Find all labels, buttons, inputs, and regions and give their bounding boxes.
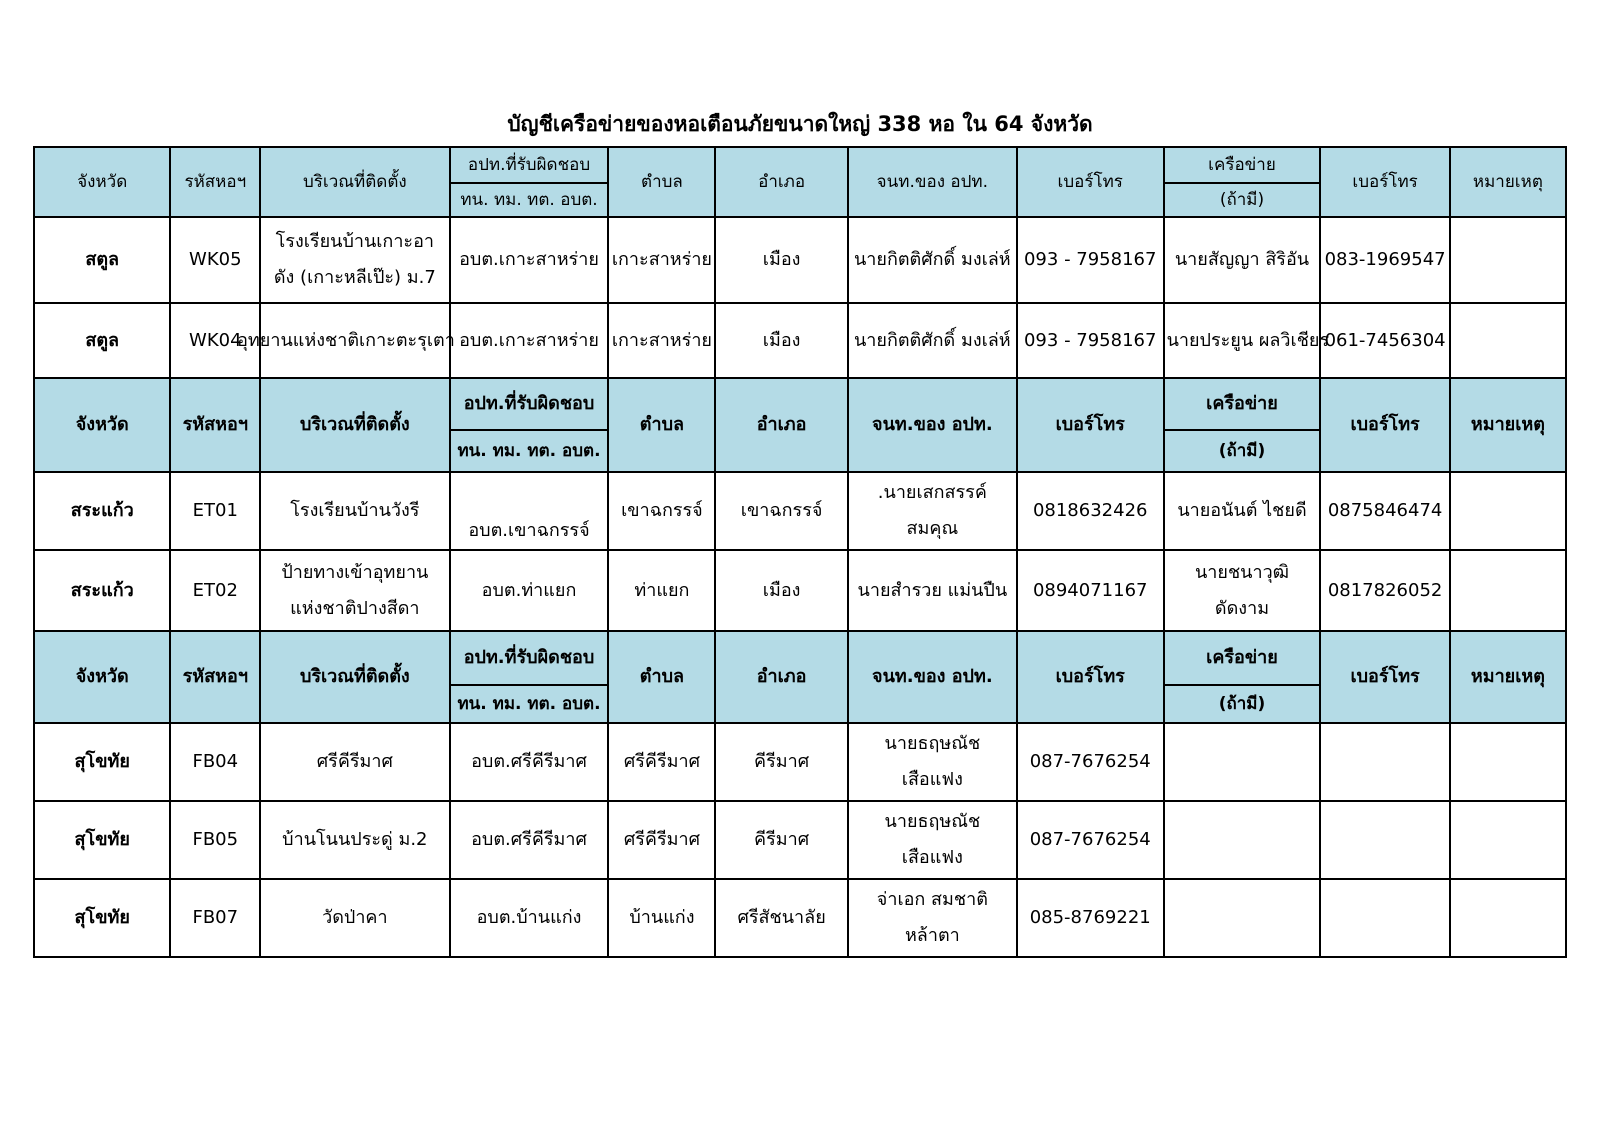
location-line: อุทยานแห่งชาติเกาะตะรุเตา	[237, 329, 455, 351]
subdistrict-cell: ท่าแยก	[608, 550, 715, 631]
network-phone-cell: 0817826052	[1320, 550, 1449, 631]
header-officer: จนท.ของ อปท.	[848, 147, 1017, 217]
province-cell: สตูล	[34, 303, 170, 378]
document-title: บัญชีเครือข่ายของหอเตือนภัยขนาดใหญ่ 338 หอ ใน 64 จังหวัด	[507, 112, 1093, 136]
officer-line: .นายเสกสรรค์	[877, 482, 987, 503]
remark-cell	[1450, 801, 1566, 879]
header-location: บริเวณที่ติดตั้ง	[260, 147, 449, 217]
officer-line: เสือแฟง	[901, 769, 963, 790]
remark-cell	[1450, 723, 1566, 801]
table-row	[34, 550, 1566, 631]
header-location: บริเวณที่ติดตั้ง	[260, 378, 449, 472]
location-line: โรงเรียนบ้านเกาะอา	[275, 231, 435, 252]
header-network: เครือข่าย	[1164, 147, 1321, 183]
location-cell	[260, 217, 449, 303]
lao-cell: อบต.เกาะสาหร่าย	[450, 217, 609, 303]
district-cell: คีรีมาศ	[715, 801, 847, 879]
table-row	[34, 879, 1566, 957]
header-lao: อปท.ที่รับผิดชอบ	[450, 147, 609, 183]
officer-cell: นายสำรวย แม่นปืน	[848, 550, 1017, 631]
subdistrict-cell: ศรีคีรีมาศ	[608, 723, 715, 801]
officer-line: เสือแฟง	[901, 847, 963, 868]
officer-line: จ่าเอก สมชาติ	[876, 889, 988, 910]
district-cell: เมือง	[715, 550, 847, 631]
network-cell	[1164, 550, 1321, 631]
officer-line: นายธฤษณัช	[884, 811, 981, 832]
header-remark: หมายเหตุ	[1450, 378, 1566, 472]
header-location: บริเวณที่ติดตั้ง	[260, 631, 449, 723]
tower-code-cell: FB04	[170, 723, 260, 801]
district-cell: เมือง	[715, 217, 847, 303]
header-lao-types: ทน. ทม. ทต. อบต.	[450, 183, 609, 217]
remark-cell	[1450, 217, 1566, 303]
header-province: จังหวัด	[34, 378, 170, 472]
phone-cell: 0894071167	[1017, 550, 1164, 631]
header-officer: จนท.ของ อปท.	[848, 378, 1017, 472]
header-district: อำเภอ	[715, 378, 847, 472]
subdistrict-cell: เกาะสาหร่าย	[608, 217, 715, 303]
location-cell	[260, 550, 449, 631]
lao-cell: อบต.เกาะสาหร่าย	[450, 303, 609, 378]
header-lao: อปท.ที่รับผิดชอบ	[450, 378, 609, 430]
officer-cell	[848, 801, 1017, 879]
header-district: อำเภอ	[715, 631, 847, 723]
remark-cell	[1450, 550, 1566, 631]
header-province: จังหวัด	[34, 147, 170, 217]
officer-cell	[848, 472, 1017, 550]
table-row	[34, 303, 1566, 378]
location-cell	[237, 303, 455, 378]
subdistrict-cell: เขาฉกรรจ์	[608, 472, 715, 550]
officer-line: นายธฤษณัช	[884, 733, 981, 754]
phone-cell: 0818632426	[1017, 472, 1164, 550]
header-tower-code: รหัสหอฯ	[170, 631, 260, 723]
province-cell: สระแก้ว	[34, 472, 170, 550]
header-network-phone: เบอร์โทร	[1320, 147, 1449, 217]
remark-cell	[1450, 472, 1566, 550]
phone-cell: 087-7676254	[1017, 801, 1164, 879]
network-phone-cell	[1320, 879, 1449, 957]
district-cell: เขาฉกรรจ์	[715, 472, 847, 550]
province-cell: สตูล	[34, 217, 170, 303]
phone-cell: 087-7676254	[1017, 723, 1164, 801]
header-phone: เบอร์โทร	[1017, 378, 1164, 472]
network-cell: นายอนันต์ ไชยดี	[1164, 472, 1321, 550]
district-cell: คีรีมาศ	[715, 723, 847, 801]
lao-cell: อบต.ศรีคีรีมาศ	[450, 723, 609, 801]
header-subdistrict: ตำบล	[608, 631, 715, 723]
network-line: ดัดงาม	[1214, 597, 1270, 619]
location-line: ป้ายทางเข้าอุทยาน	[281, 561, 429, 583]
header-network-sub: (ถ้ามี)	[1164, 685, 1321, 723]
warning-tower-network-table	[33, 146, 1567, 958]
network-cell	[1164, 879, 1321, 957]
remark-cell	[1450, 879, 1566, 957]
officer-line: หล้าตา	[904, 925, 960, 946]
header-tower-code: รหัสหอฯ	[170, 147, 260, 217]
phone-cell: 093 - 7958167	[1017, 217, 1164, 303]
tower-code-cell: FB07	[170, 879, 260, 957]
table-header-row	[34, 378, 1566, 430]
table-row	[34, 801, 1566, 879]
district-cell: ศรีสัชนาลัย	[715, 879, 847, 957]
network-phone-cell: 061-7456304	[1320, 303, 1449, 378]
header-network-sub: (ถ้ามี)	[1164, 430, 1321, 472]
header-remark: หมายเหตุ	[1450, 147, 1566, 217]
table-row	[34, 217, 1566, 303]
location-cell: ศรีคีรีมาศ	[260, 723, 449, 801]
tower-code-cell: WK04	[170, 303, 260, 378]
header-network-sub: (ถ้ามี)	[1164, 183, 1321, 217]
location-cell: วัดป่าคา	[260, 879, 449, 957]
subdistrict-cell: บ้านแก่ง	[608, 879, 715, 957]
header-officer: จนท.ของ อปท.	[848, 631, 1017, 723]
header-phone: เบอร์โทร	[1017, 631, 1164, 723]
header-province: จังหวัด	[34, 631, 170, 723]
header-lao-types: ทน. ทม. ทต. อบต.	[450, 685, 609, 723]
network-phone-cell	[1320, 723, 1449, 801]
location-line: แห่งชาติปางสีดา	[290, 597, 420, 619]
location-cell: บ้านโนนประดู่ ม.2	[260, 801, 449, 879]
header-lao-types: ทน. ทม. ทต. อบต.	[450, 430, 609, 472]
officer-cell: นายกิตติศักดิ์ มงเล่ห์	[848, 217, 1017, 303]
tower-code-cell: FB05	[170, 801, 260, 879]
header-subdistrict: ตำบล	[608, 378, 715, 472]
lao-cell: อบต.เขาฉกรรจ์	[450, 472, 609, 550]
header-tower-code: รหัสหอฯ	[170, 378, 260, 472]
lao-cell: อบต.บ้านแก่ง	[450, 879, 609, 957]
network-phone-cell: 083-1969547	[1320, 217, 1449, 303]
location-line: ดัง (เกาะหลีเป๊ะ) ม.7	[273, 267, 436, 288]
tower-code-cell: WK05	[170, 217, 260, 303]
officer-cell	[848, 723, 1017, 801]
location-cell: โรงเรียนบ้านวังรี	[260, 472, 449, 550]
province-cell: สุโขทัย	[34, 801, 170, 879]
network-cell	[1164, 723, 1321, 801]
header-network: เครือข่าย	[1164, 631, 1321, 685]
header-phone: เบอร์โทร	[1017, 147, 1164, 217]
table-header-row	[34, 147, 1566, 183]
province-cell: สระแก้ว	[34, 550, 170, 631]
subdistrict-cell: ศรีคีรีมาศ	[608, 801, 715, 879]
table-row	[34, 723, 1566, 801]
lao-cell: อบต.ท่าแยก	[450, 550, 609, 631]
table-header-row	[34, 631, 1566, 685]
header-network-phone: เบอร์โทร	[1320, 378, 1449, 472]
network-cell	[1164, 801, 1321, 879]
table-row	[34, 472, 1566, 550]
officer-line: สมคุณ	[906, 518, 959, 539]
lao-cell: อบต.ศรีคีรีมาศ	[450, 801, 609, 879]
header-network: เครือข่าย	[1164, 378, 1321, 430]
network-phone-cell: 0875846474	[1320, 472, 1449, 550]
tower-code-cell: ET02	[170, 550, 260, 631]
phone-cell: 093 - 7958167	[1017, 303, 1164, 378]
officer-cell: นายกิตติศักดิ์ มงเล่ห์	[848, 303, 1017, 378]
subdistrict-cell: เกาะสาหร่าย	[608, 303, 715, 378]
phone-cell: 085-8769221	[1017, 879, 1164, 957]
header-lao: อปท.ที่รับผิดชอบ	[450, 631, 609, 685]
header-remark: หมายเหตุ	[1450, 631, 1566, 723]
network-cell: นายประยูน ผลวิเชียร	[1164, 303, 1321, 378]
header-subdistrict: ตำบล	[608, 147, 715, 217]
network-cell: นายสัญญา สิริอัน	[1164, 217, 1321, 303]
province-cell: สุโขทัย	[34, 723, 170, 801]
remark-cell	[1450, 303, 1566, 378]
header-network-phone: เบอร์โทร	[1320, 631, 1449, 723]
province-cell: สุโขทัย	[34, 879, 170, 957]
officer-cell	[848, 879, 1017, 957]
tower-code-cell: ET01	[170, 472, 260, 550]
network-phone-cell	[1320, 801, 1449, 879]
district-cell: เมือง	[715, 303, 847, 378]
header-district: อำเภอ	[715, 147, 847, 217]
network-line: นายชนาวุฒิ	[1195, 561, 1289, 583]
